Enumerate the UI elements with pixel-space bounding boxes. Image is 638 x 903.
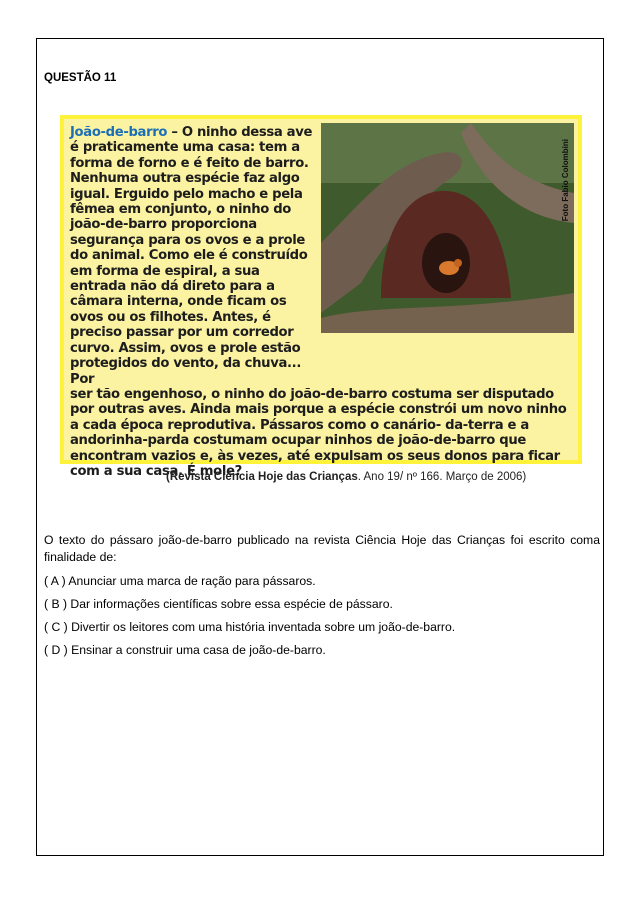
- question-title: QUESTÃO 11: [44, 72, 117, 84]
- option-a[interactable]: ( A ) Anunciar uma marca de ração para pássaros.: [44, 574, 316, 588]
- source-detail: . Ano 19/ nº 166. Março de 2006): [357, 471, 527, 483]
- photo-credit: Foto Fabio Colombini: [561, 139, 570, 222]
- article-lead-block: [70, 125, 318, 387]
- article-source: [166, 471, 526, 483]
- article-tail: ser tão engenhoso, o ninho do joão-de-barro costuma ser disputado por outras aves. Ainda mais porque a espécie constrói um novo ninho a cada época reprodutiva. Pássaros como o canário- da-terra e a andorinha-parda costumam ocupar ninhos de joão-de-barro que encontram vazios e, às vezes, até expulsam os seus donos para ficar com a sua casa. É mole?: [70, 386, 567, 479]
- option-c[interactable]: ( C ) Divertir os leitores com uma história inventada sobre um joão-de-barro.: [44, 620, 456, 634]
- option-d[interactable]: ( D ) Ensinar a construir uma casa de joão-de-barro.: [44, 643, 326, 657]
- option-b[interactable]: ( B ) Dar informações científicas sobre essa espécie de pássaro.: [44, 597, 393, 611]
- question-stem: O texto do pássaro joão-de-barro publicado na revista Ciência Hoje das Crianças foi escrito coma finalidade de:: [44, 533, 600, 564]
- article-body: [70, 125, 574, 479]
- source-name: (Revista Ciência Hoje das Crianças: [166, 471, 358, 483]
- article-heading: João-de-barro: [70, 125, 168, 140]
- article-lead: – O ninho dessa ave é praticamente uma casa: tem a forma de forno e é feito de barro. Nenhuma outra espécie faz algo igual. Erguido pelo macho e pela fêmea em conjunto, o ninho do joão-de-barro proporciona segurança para os ovos e a prole do animal. Como ele é construído em forma de espiral, a sua entrada não dá direto para a câmara interna, onde ficam os ovos ou os filhotes. Antes, é preciso passar por um corredor curvo. Assim, ovos e prole estão protegidos do vento, da chuva... Por: [70, 125, 313, 387]
